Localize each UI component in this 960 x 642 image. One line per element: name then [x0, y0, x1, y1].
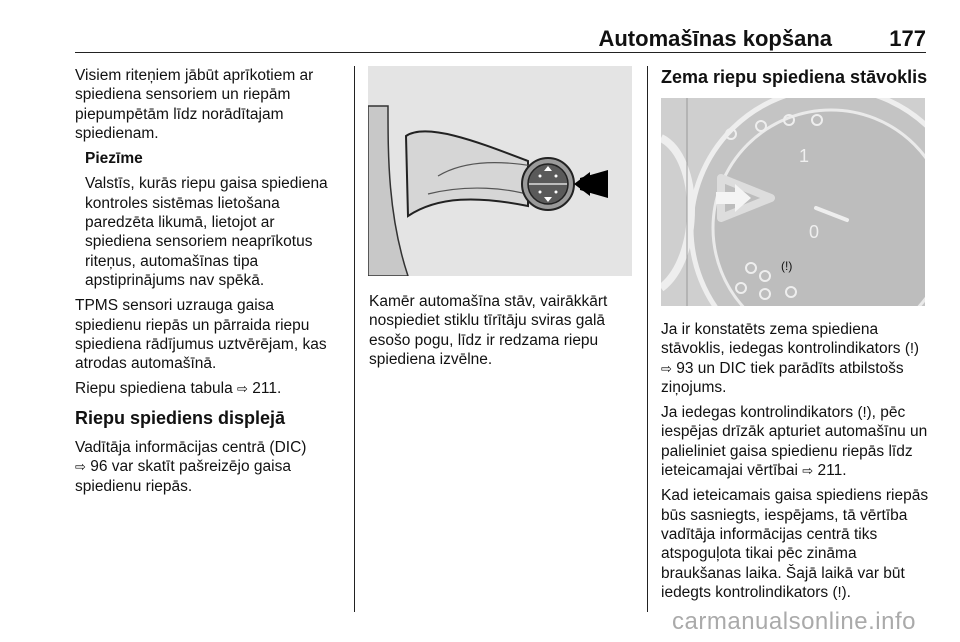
note-title: Piezīme — [85, 150, 143, 168]
dic-text-post: var skatīt pašreizējo gaisa spiedienu riepās. — [75, 458, 291, 495]
ind-ref-page[interactable]: 211. — [817, 462, 847, 480]
lp-text-pre: Ja ir konstatēts zema spiediena stāvoklis, iedegas kontrolindikators — [661, 321, 901, 358]
dic-ref-page[interactable]: 96 — [90, 458, 108, 476]
section-heading-display: Riepu spiediens displejā — [75, 407, 286, 428]
ref-arrow-icon: ⇨ — [237, 381, 248, 397]
paragraph-low-pressure — [661, 320, 929, 397]
ind-text-pre: Ja iedegas kontrolindikators — [661, 404, 854, 422]
dic-text-pre: Vadītāja informācijas centrā (DIC) — [75, 439, 307, 457]
after-text-post: . — [846, 583, 851, 601]
right-column-body — [661, 320, 929, 608]
right-column — [661, 66, 929, 97]
gauge-digit-1: 1 — [799, 146, 810, 166]
after-text-pre: Kad ieteicamais gaisa spiediens riepās būs sasniegts, iespējams, tā vērtība vadītāja informācijas centrā tiks atspoguļota tikai pēc zināma braukšanas laika. Šajā laikā var būt iedegts kontrolindikators — [661, 487, 929, 601]
page-number: 177 — [889, 26, 926, 51]
figure-caption: Kamēr automašīna stāv, vairākkārt nospiediet stiklu tīrītāju sviras galā esošo pogu, līdz ir redzama riepu spiediena izvēlne. — [369, 293, 608, 368]
wiper-lever-illustration — [368, 66, 632, 276]
instrument-cluster-illustration — [661, 98, 925, 306]
paragraph-indicator-on — [661, 403, 929, 480]
lp-ref-page[interactable]: 93 — [676, 359, 694, 377]
middle-column — [369, 292, 637, 375]
table-ref-page[interactable]: 211. — [252, 380, 282, 398]
left-column — [75, 66, 343, 502]
paragraph-after-inflation — [661, 486, 929, 602]
paragraph-dic — [75, 438, 343, 496]
tpms-indicator-icon: (!) — [904, 340, 919, 358]
tpms-indicator-icon: (!) — [857, 404, 872, 422]
lp-text-post: un DIC tiek parādīts atbilstošs ziņojums. — [661, 359, 904, 396]
wiper-lever-figure — [368, 66, 632, 276]
header-rule — [75, 52, 926, 53]
gauge-digit-0: 0 — [809, 222, 820, 242]
ref-arrow-icon: ⇨ — [802, 463, 814, 479]
note-block — [75, 149, 343, 290]
watermark: carmanualsonline.info — [672, 608, 916, 635]
ind-text-mid: , pēc iespējas drīzāk apturiet automašīnu un palieliniet gaisa spiedienu riepās līdz ieteicamajai vērtībai — [661, 404, 928, 480]
tpms-indicator-icon: (!) — [832, 583, 847, 601]
note-text: Valstīs, kurās riepu gaisa spiediena kontroles sistēmas lietošana paredzēta likumā, lietojot ar spiediena sensoriem neaprīkotus riteņus, automašīnas tipa apstiprinājums nav spēkā. — [85, 175, 328, 289]
paragraph-sensors: Visiem riteņiem jābūt aprīkotiem ar spiediena sensoriem un riepām piepumpētām līdz norādītajam spiedienam. — [75, 67, 314, 142]
tpms-warning-icon: (!) — [781, 259, 793, 273]
paragraph-tpms: TPMS sensori uzrauga gaisa spiedienu riepās un pārraida riepu spiediena rādījumus uztvērējam, kas atrodas automašīnā. — [75, 297, 327, 373]
header-title: Automašīnas kopšana — [598, 26, 832, 51]
ref-arrow-icon: ⇨ — [75, 459, 86, 475]
table-ref-text: Riepu spiediena tabula — [75, 380, 233, 398]
section-heading-low-pressure: Zema riepu spiediena stāvoklis — [661, 67, 928, 87]
paragraph-table-ref — [75, 379, 343, 398]
ref-arrow-icon: ⇨ — [661, 360, 672, 376]
column-divider-1 — [354, 66, 355, 612]
instrument-cluster-figure — [661, 98, 925, 306]
column-divider-2 — [647, 66, 648, 612]
